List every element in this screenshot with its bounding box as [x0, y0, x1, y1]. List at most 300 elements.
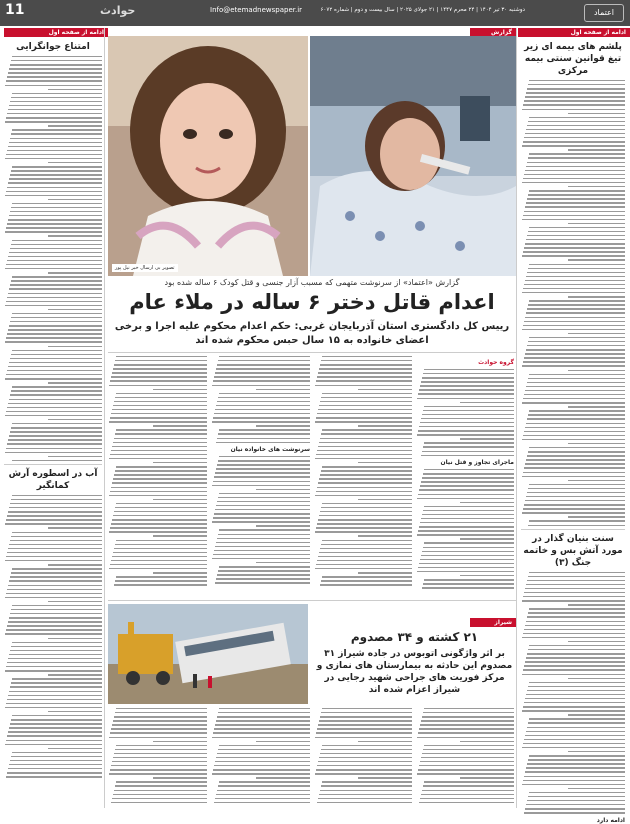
text-line	[524, 321, 625, 322]
text-line	[10, 284, 102, 285]
text-line	[419, 765, 514, 766]
text-line	[218, 397, 310, 398]
text-line	[6, 703, 102, 704]
category-right: ادامه از صفحه اول	[518, 28, 630, 37]
text-line	[112, 556, 207, 557]
text-line	[525, 280, 625, 281]
text-line	[524, 504, 625, 505]
text-line	[525, 317, 625, 318]
text-line	[153, 777, 207, 778]
text-line	[420, 385, 514, 386]
text-line	[322, 429, 412, 430]
text-line	[529, 484, 625, 485]
text-line	[525, 390, 625, 391]
text-line	[256, 562, 310, 563]
text-line	[568, 641, 625, 642]
text-line	[529, 190, 625, 191]
text-line	[12, 203, 102, 204]
text-line	[110, 417, 207, 418]
text-line	[528, 649, 625, 650]
text-line	[322, 576, 412, 577]
text-line	[256, 425, 310, 426]
text-line	[10, 431, 102, 432]
text-line	[529, 682, 625, 683]
text-line	[524, 211, 625, 212]
text-line	[315, 531, 412, 532]
text-line	[321, 507, 412, 508]
text-line	[421, 720, 514, 721]
text-line	[116, 356, 207, 357]
text-line	[529, 337, 625, 338]
text-line	[316, 527, 412, 528]
text-line	[529, 153, 625, 154]
text-line	[358, 777, 412, 778]
text-line	[215, 409, 310, 410]
text-line	[527, 763, 625, 764]
text-line	[153, 499, 207, 500]
text-line	[219, 356, 310, 357]
text-line	[216, 442, 310, 443]
text-line	[48, 382, 102, 383]
text-line	[315, 458, 412, 459]
text-line	[217, 501, 310, 502]
text-line	[5, 85, 102, 86]
text-line	[321, 544, 412, 545]
text-line	[12, 129, 102, 130]
text-line	[7, 662, 102, 663]
text-line	[7, 735, 102, 736]
text-line	[213, 769, 310, 770]
text-line	[12, 423, 102, 424]
text-line	[522, 784, 625, 785]
text-line	[12, 605, 102, 606]
column-divider	[104, 28, 105, 808]
text-line	[110, 769, 207, 770]
text-line	[522, 109, 625, 110]
text-line	[529, 374, 625, 375]
text-line	[522, 255, 625, 256]
text-line	[5, 523, 102, 524]
section-title: حوادث	[100, 4, 136, 17]
text-line	[12, 166, 102, 167]
text-line	[114, 474, 207, 475]
text-line	[6, 448, 102, 449]
text-line	[111, 376, 207, 377]
text-line	[219, 429, 310, 430]
text-line	[424, 745, 514, 746]
text-line	[12, 93, 102, 94]
text-line	[528, 194, 625, 195]
text-line	[5, 633, 102, 634]
text-line	[48, 125, 102, 126]
text-line	[111, 728, 207, 729]
text-line	[212, 773, 310, 774]
issue-info: دوشنبه ۳۰ تیر ۱۴۰۴ | ۲۴ محرم ۱۴۴۷ | ۲۱ جولای ۲۰۲۵ | سال بیست و دوم | شماره ۶۰۷۲	[320, 7, 525, 13]
text-line	[8, 585, 102, 586]
text-line	[317, 523, 412, 524]
text-line	[8, 768, 102, 769]
text-line	[460, 575, 514, 576]
text-line	[10, 613, 102, 614]
text-line	[524, 174, 625, 175]
text-line	[12, 642, 102, 643]
text-line	[523, 596, 625, 597]
text-line	[522, 365, 625, 366]
text-line	[9, 178, 102, 179]
text-line	[529, 608, 625, 609]
text-line	[526, 584, 625, 585]
text-line	[524, 702, 625, 703]
text-line	[525, 427, 625, 428]
text-line	[10, 723, 102, 724]
text-line	[460, 538, 514, 539]
text-line	[109, 385, 207, 386]
text-line	[12, 313, 102, 314]
text-line	[424, 469, 514, 470]
text-line	[315, 737, 412, 738]
text-line	[568, 186, 625, 187]
text-line	[526, 276, 625, 277]
text-line	[523, 743, 625, 744]
text-line	[48, 527, 102, 528]
text-line	[319, 405, 412, 406]
text-line	[527, 800, 625, 801]
text-line	[525, 625, 625, 626]
text-line	[527, 690, 625, 691]
column-text	[211, 708, 310, 803]
text-line	[111, 413, 207, 414]
text-line	[215, 509, 310, 510]
text-line	[12, 678, 102, 679]
text-line	[215, 372, 310, 373]
column-text	[108, 356, 207, 586]
text-line	[112, 446, 207, 447]
text-line	[109, 531, 207, 532]
text-line	[322, 503, 412, 504]
text-line	[523, 508, 625, 509]
text-line	[11, 572, 102, 573]
text-line	[11, 97, 102, 98]
text-line	[524, 592, 625, 593]
text-line	[417, 498, 514, 499]
text-line	[114, 716, 207, 717]
text-line	[219, 529, 310, 530]
text-line	[522, 674, 625, 675]
text-line	[5, 707, 102, 708]
text-line	[528, 722, 625, 723]
text-line	[48, 309, 102, 310]
text-line	[523, 435, 625, 436]
text-line	[9, 325, 102, 326]
text-line	[358, 389, 412, 390]
text-line	[528, 378, 625, 379]
text-line	[424, 406, 514, 407]
text-line	[216, 542, 310, 543]
text-line	[529, 572, 625, 573]
text-line	[9, 654, 102, 655]
text-line	[523, 251, 625, 252]
text-line	[322, 540, 412, 541]
text-line	[422, 587, 514, 588]
text-line	[11, 719, 102, 720]
text-line	[11, 646, 102, 647]
text-line	[8, 658, 102, 659]
text-line	[522, 219, 625, 220]
text-line	[417, 571, 514, 572]
text-line	[524, 394, 625, 395]
text-line	[12, 532, 102, 533]
text-line	[111, 802, 207, 803]
text-line	[527, 198, 625, 199]
text-line	[7, 443, 102, 444]
text-line	[322, 781, 412, 782]
text-line	[256, 489, 310, 490]
text-line	[522, 402, 625, 403]
text-line	[526, 239, 625, 240]
text-line	[114, 790, 207, 791]
text-line	[9, 727, 102, 728]
text-line	[568, 113, 625, 114]
text-line	[318, 798, 412, 799]
text-line	[212, 521, 310, 522]
text-line	[527, 272, 625, 273]
text-line	[48, 601, 102, 602]
bus-accident-headline[interactable]: ۲۱ کشته و ۳۴ مصدوم	[350, 630, 479, 644]
text-line	[48, 272, 102, 273]
text-line	[529, 645, 625, 646]
text-line	[113, 442, 207, 443]
text-line	[417, 773, 514, 774]
text-line	[417, 398, 514, 399]
text-line	[12, 568, 102, 569]
text-line	[527, 88, 625, 89]
text-line	[524, 357, 625, 358]
text-line	[320, 511, 412, 512]
text-line	[316, 417, 412, 418]
text-line	[112, 798, 207, 799]
text-line	[113, 478, 207, 479]
text-line	[528, 576, 625, 577]
text-line	[218, 460, 310, 461]
text-line	[319, 515, 412, 516]
text-line	[525, 661, 625, 662]
text-line	[214, 476, 310, 477]
text-line	[318, 556, 412, 557]
text-line	[9, 399, 102, 400]
text-line	[8, 146, 102, 147]
text-line	[418, 393, 514, 394]
text-line	[322, 393, 412, 394]
text-line	[10, 540, 102, 541]
text-line	[529, 718, 625, 719]
text-line	[524, 137, 625, 138]
text-line	[115, 544, 207, 545]
text-line	[422, 790, 514, 791]
text-line	[6, 374, 102, 375]
text-line	[7, 260, 102, 261]
text-line	[11, 170, 102, 171]
text-line	[424, 506, 514, 507]
text-line	[6, 301, 102, 302]
text-line	[318, 519, 412, 520]
category-report: گزارش	[470, 28, 516, 37]
text-line	[8, 548, 102, 549]
text-line	[322, 466, 412, 467]
text-line	[110, 380, 207, 381]
text-line	[214, 513, 310, 514]
right-column-body-2	[521, 572, 625, 814]
text-line	[527, 308, 625, 309]
main-story-column-1	[416, 356, 514, 596]
text-line	[419, 526, 514, 527]
text-line	[527, 616, 625, 617]
text-line	[523, 104, 625, 105]
text-line	[527, 727, 625, 728]
text-line	[316, 491, 412, 492]
text-line	[527, 345, 625, 346]
text-line	[216, 794, 310, 795]
column-text	[314, 356, 412, 586]
text-line	[109, 421, 207, 422]
text-line	[8, 293, 102, 294]
text-line	[217, 753, 310, 754]
text-line	[5, 268, 102, 269]
text-line	[115, 580, 207, 581]
text-line	[8, 621, 102, 622]
text-line	[568, 296, 625, 297]
text-line	[524, 284, 625, 285]
text-line	[217, 538, 310, 539]
text-line	[215, 546, 310, 547]
text-line	[318, 372, 412, 373]
text-line	[524, 629, 625, 630]
text-line	[219, 393, 310, 394]
text-line	[6, 154, 102, 155]
text-line	[215, 472, 310, 473]
column-text	[211, 456, 310, 584]
email-link[interactable]: Info@etemadnewspaper.ir	[210, 6, 303, 14]
text-line	[11, 244, 102, 245]
text-line	[48, 456, 102, 457]
text-line	[113, 757, 207, 758]
text-line	[115, 470, 207, 471]
text-line	[11, 280, 102, 281]
text-line	[9, 691, 102, 692]
text-line	[318, 409, 412, 410]
text-line	[6, 519, 102, 520]
text-line	[421, 794, 514, 795]
text-line	[315, 385, 412, 386]
text-line	[218, 360, 310, 361]
text-line	[528, 268, 625, 269]
text-line	[358, 499, 412, 500]
text-line	[213, 481, 310, 482]
text-line	[115, 785, 207, 786]
text-line	[7, 699, 102, 700]
text-line	[528, 121, 625, 122]
text-line	[526, 459, 625, 460]
text-line	[423, 446, 514, 447]
text-line	[522, 637, 625, 638]
text-line	[10, 686, 102, 687]
text-line	[568, 604, 625, 605]
text-line	[8, 366, 102, 367]
text-line	[214, 413, 310, 414]
text-line	[318, 761, 412, 762]
text-line	[212, 485, 310, 486]
text-line	[319, 757, 412, 758]
text-line	[116, 429, 207, 430]
text-line	[424, 542, 514, 543]
text-line	[418, 530, 514, 531]
text-line	[213, 517, 310, 518]
text-line	[424, 781, 514, 782]
text-line	[526, 767, 625, 768]
text-line	[525, 243, 625, 244]
text-line	[116, 503, 207, 504]
text-line	[112, 724, 207, 725]
text-line	[213, 732, 310, 733]
left-column-headline: امتناع جوانگرایی	[16, 42, 90, 52]
main-headline[interactable]: اعدام قاتل دختر ۶ ساله در ملاء عام	[129, 290, 495, 314]
text-line	[316, 454, 412, 455]
text-line	[418, 494, 514, 495]
text-line	[7, 333, 102, 334]
text-line	[214, 376, 310, 377]
text-line	[419, 728, 514, 729]
text-line	[7, 297, 102, 298]
text-line	[115, 749, 207, 750]
text-line	[522, 710, 625, 711]
main-subheadline: رییس کل دادگستری استان آذربایجان غربی: حکم اعدام محکوم علیه اجرا و برخی اعضای خانواده به ۱۵ سال حبس محکوم شده اند	[114, 321, 510, 346]
text-line	[422, 477, 514, 478]
text-line	[116, 393, 207, 394]
text-line	[6, 227, 102, 228]
main-kicker: گزارش «اعتماد» از سرنوشت متهمی که مسبب آزار جنسی و قتل کودک ۶ ساله شده بود	[164, 278, 460, 287]
text-line	[5, 452, 102, 453]
text-line	[522, 439, 625, 440]
text-line	[523, 398, 625, 399]
text-line	[6, 666, 102, 667]
text-line	[568, 443, 625, 444]
text-line	[116, 781, 207, 782]
text-line	[7, 370, 102, 371]
text-line	[420, 422, 514, 423]
text-line	[358, 572, 412, 573]
text-line	[11, 207, 102, 208]
right-column-headline-2: سنت بنیان گذار در مورد آتش بس و خاتمه جنگ (۳)	[521, 529, 625, 569]
text-line	[116, 708, 207, 709]
text-line	[528, 686, 625, 687]
text-line	[526, 657, 625, 658]
right-column-body	[521, 80, 625, 526]
text-line	[111, 487, 207, 488]
text-line	[529, 792, 625, 793]
text-line	[568, 714, 625, 715]
text-line	[110, 732, 207, 733]
text-line	[528, 525, 625, 526]
left-column-headline-2: آب در اسطوره آرش کمانگیر	[4, 464, 102, 492]
text-line	[11, 756, 102, 757]
text-line	[527, 235, 625, 236]
text-line	[114, 548, 207, 549]
bus-story-column-1	[416, 708, 514, 808]
text-line	[528, 231, 625, 232]
text-line	[528, 304, 625, 305]
text-line	[529, 117, 625, 118]
text-line	[8, 731, 102, 732]
text-line	[5, 670, 102, 671]
